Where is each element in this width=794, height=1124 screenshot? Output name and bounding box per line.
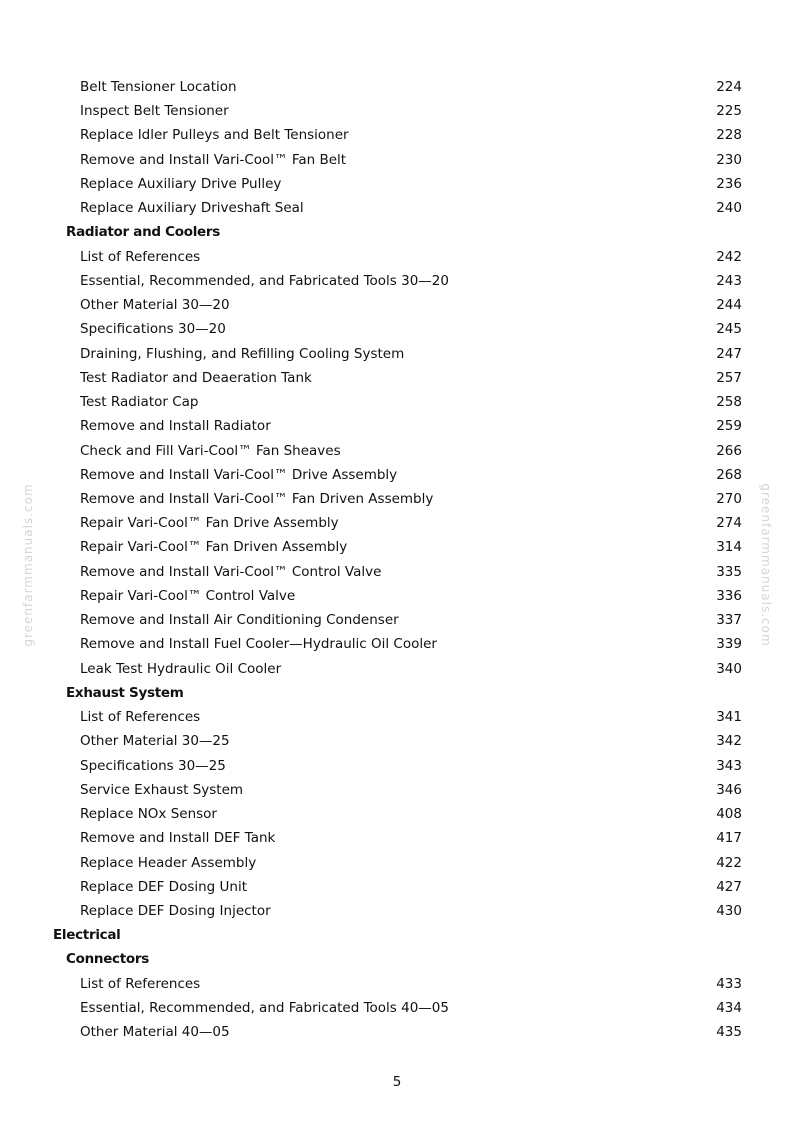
toc-entry-title: Repair Vari-Cool™ Fan Driven Assembly <box>80 539 348 556</box>
toc-entry-page-number: 435 <box>716 1024 742 1041</box>
toc-entry-page-number: 417 <box>716 830 742 847</box>
toc-entry[interactable] <box>0 584 794 608</box>
toc-entry-title: List of References <box>80 709 201 726</box>
toc-entry[interactable] <box>0 875 794 899</box>
toc-entry-title: Inspect Belt Tensioner <box>80 103 229 120</box>
toc-entry-page-number: 427 <box>716 878 742 895</box>
toc-entry-title: Replace Auxiliary Driveshaft Seal <box>80 200 304 217</box>
toc-entry-page-number: 228 <box>716 127 742 144</box>
toc-entry-title: Replace Auxiliary Drive Pulley <box>80 175 282 192</box>
toc-entry-title: Specifications 30—20 <box>80 321 226 338</box>
watermark-right: greenfarmmanuals.com <box>759 483 773 647</box>
toc-entry[interactable] <box>0 851 794 875</box>
toc-entry[interactable] <box>0 269 794 293</box>
toc-entry-title: Remove and Install Air Conditioning Condenser <box>80 612 399 629</box>
toc-entry-title: Check and Fill Vari-Cool™ Fan Sheaves <box>80 442 341 459</box>
toc-entry[interactable] <box>0 632 794 656</box>
toc-entry-title: Repair Vari-Cool™ Fan Drive Assembly <box>80 515 339 532</box>
toc-entry[interactable] <box>0 972 794 996</box>
toc-entry[interactable] <box>0 439 794 463</box>
toc-entry-title: Service Exhaust System <box>80 781 244 798</box>
toc-entry-page-number: 335 <box>716 563 742 580</box>
toc-entry[interactable] <box>0 608 794 632</box>
toc-entry-title: Remove and Install Radiator <box>80 418 271 435</box>
toc-entry-title: Exhaust System <box>66 684 184 701</box>
toc-entry[interactable] <box>0 487 794 511</box>
toc-entry-page-number: 224 <box>716 79 742 95</box>
toc-entry-title: Remove and Install DEF Tank <box>80 830 276 847</box>
toc-entry-page-number: 268 <box>716 466 742 483</box>
toc-entry-title: Remove and Install Vari-Cool™ Fan Belt <box>80 151 347 168</box>
table-of-contents <box>0 75 794 1044</box>
toc-entry-page-number: 270 <box>716 490 742 507</box>
toc-entry[interactable] <box>0 245 794 269</box>
toc-entry[interactable] <box>0 414 794 438</box>
toc-entry-page-number: 247 <box>716 345 742 362</box>
page-number: 5 <box>392 1074 402 1090</box>
toc-entry-title: Connectors <box>66 951 149 968</box>
toc-entry-page-number: 408 <box>716 806 742 823</box>
toc-entry-page-number: 336 <box>716 587 742 604</box>
toc-entry[interactable] <box>0 826 794 850</box>
toc-entry-title: Test Radiator Cap <box>80 394 199 411</box>
toc-entry-page-number: 339 <box>716 636 742 653</box>
toc-entry-page-number: 243 <box>716 272 742 289</box>
toc-entry[interactable] <box>0 317 794 341</box>
toc-entry[interactable] <box>0 802 794 826</box>
toc-entry-page-number: 341 <box>716 709 742 726</box>
toc-entry[interactable] <box>0 754 794 778</box>
toc-entry[interactable] <box>0 1020 794 1044</box>
toc-entry[interactable] <box>0 511 794 535</box>
toc-entry[interactable] <box>0 996 794 1020</box>
toc-entry[interactable] <box>0 148 794 172</box>
toc-entry-title: Test Radiator and Deaeration Tank <box>80 369 312 386</box>
toc-entry[interactable] <box>0 172 794 196</box>
toc-entry-title: Replace DEF Dosing Injector <box>80 902 271 919</box>
toc-entry-page-number: 225 <box>716 103 742 120</box>
toc-entry-title: Remove and Install Vari-Cool™ Drive Assembly <box>80 466 398 483</box>
toc-entry-page-number: 430 <box>716 902 742 919</box>
toc-entry-page-number: 240 <box>716 200 742 217</box>
toc-entry-page-number: 337 <box>716 612 742 629</box>
toc-entry-page-number: 245 <box>716 321 742 338</box>
toc-entry-title: Remove and Install Fuel Cooler—Hydraulic Oil Cooler <box>80 636 437 653</box>
toc-entry-title: Leak Test Hydraulic Oil Cooler <box>80 660 282 677</box>
toc-entry[interactable] <box>0 899 794 923</box>
toc-entry-page-number: 434 <box>716 999 742 1016</box>
toc-entry-title: Other Material 30—25 <box>80 733 230 750</box>
toc-entry-title: Draining, Flushing, and Refilling Cooling System <box>80 345 405 362</box>
toc-entry[interactable] <box>0 705 794 729</box>
toc-entry-title: Replace DEF Dosing Unit <box>80 878 248 895</box>
toc-entry-title: Specifications 30—25 <box>80 757 226 774</box>
toc-entry[interactable] <box>0 196 794 220</box>
toc-entry-page-number: 314 <box>716 539 742 556</box>
watermark-left: greenfarmmanuals.com <box>21 483 35 647</box>
toc-section-heading[interactable] <box>0 947 794 971</box>
toc-entry[interactable] <box>0 342 794 366</box>
toc-entry-title: List of References <box>80 248 201 265</box>
toc-entry-title: Remove and Install Vari-Cool™ Control Valve <box>80 563 382 580</box>
toc-entry-title: Replace NOx Sensor <box>80 806 217 823</box>
toc-entry[interactable] <box>0 729 794 753</box>
toc-entry-title: Replace Header Assembly <box>80 854 257 871</box>
toc-entry-title: Essential, Recommended, and Fabricated Tools 30—20 <box>80 272 449 289</box>
toc-entry[interactable] <box>0 99 794 123</box>
toc-entry-page-number: 342 <box>716 733 742 750</box>
toc-entry-page-number: 343 <box>716 757 742 774</box>
toc-entry[interactable] <box>0 657 794 681</box>
toc-section-heading[interactable] <box>0 923 794 947</box>
toc-entry-page-number: 230 <box>716 151 742 168</box>
toc-entry-page-number: 242 <box>716 248 742 265</box>
toc-entry-page-number: 433 <box>716 975 742 992</box>
toc-entry-title: Other Material 40—05 <box>80 1024 230 1041</box>
toc-entry-title: Essential, Recommended, and Fabricated Tools 40—05 <box>80 999 449 1016</box>
toc-entry-page-number: 257 <box>716 369 742 386</box>
toc-entry[interactable] <box>0 463 794 487</box>
toc-entry-page-number: 422 <box>716 854 742 871</box>
toc-entry-title: Radiator and Coolers <box>66 224 221 241</box>
toc-section-heading[interactable] <box>0 681 794 705</box>
toc-entry-page-number: 274 <box>716 515 742 532</box>
toc-entry-page-number: 258 <box>716 394 742 411</box>
toc-entry-page-number: 266 <box>716 442 742 459</box>
toc-entry-page-number: 259 <box>716 418 742 435</box>
toc-entry-page-number: 346 <box>716 781 742 798</box>
toc-entry-title: Other Material 30—20 <box>80 297 230 314</box>
toc-entry[interactable] <box>0 75 794 99</box>
toc-entry[interactable] <box>0 293 794 317</box>
toc-entry-page-number: 340 <box>716 660 742 677</box>
toc-section-heading[interactable] <box>0 220 794 244</box>
toc-entry-title: Remove and Install Vari-Cool™ Fan Driven Assembly <box>80 490 434 507</box>
toc-entry[interactable] <box>0 535 794 559</box>
toc-entry-title: Repair Vari-Cool™ Control Valve <box>80 587 296 604</box>
toc-entry[interactable] <box>0 366 794 390</box>
toc-entry[interactable] <box>0 123 794 147</box>
toc-entry-title: Replace Idler Pulleys and Belt Tensioner <box>80 127 349 144</box>
toc-entry[interactable] <box>0 778 794 802</box>
toc-entry-title: Electrical <box>53 927 121 944</box>
toc-entry-page-number: 236 <box>716 175 742 192</box>
toc-entry-title: List of References <box>80 975 201 992</box>
toc-entry-page-number: 244 <box>716 297 742 314</box>
toc-entry[interactable] <box>0 390 794 414</box>
toc-entry[interactable] <box>0 560 794 584</box>
toc-entry-title: Belt Tensioner Location <box>80 79 237 95</box>
